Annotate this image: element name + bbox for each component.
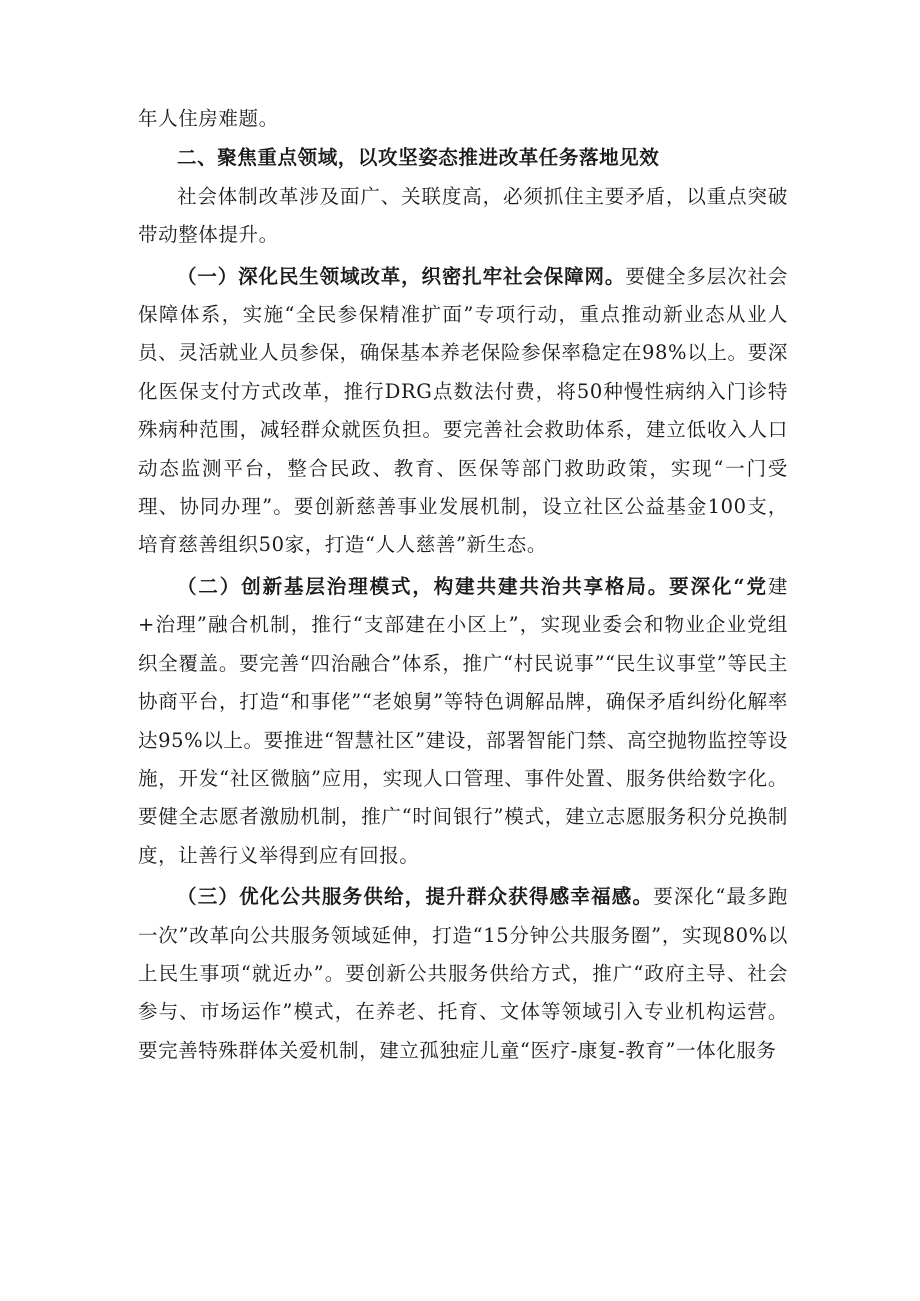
paragraph-intro-tail: 年人住房难题。 — [138, 107, 279, 130]
section-heading: 二、聚焦重点领域，以攻坚姿态推进改革任务落地见效 — [177, 146, 660, 170]
document-page — [138, 100, 788, 1070]
item-1-lead: （一）深化民生领域改革，织密扎牢社会保障网。 — [177, 264, 626, 288]
item-1-body: 要健全多层次社会保障体系，实施“全民参保精准扩面”专项行动，重点推动新业态从业人员、灵活就业人员参保，确保基本养老保险参保率稳定在98%以上。要深化医保支付方式改革，推行DRG点数法付费，将50种慢性病纳入门诊特殊病种范围，减轻群众就医负担。要完善社会救助体系，建立低收入人口动态监测平台，整合民政、教育、医保等部门救助政策，实现“一门受理、协同办理”。要创新慈善事业发展机制，设立社区公益基金100支，培育慈善组织50家，打造“人人慈善”新生态。 — [138, 264, 788, 557]
section-intro-paragraph: 社会体制改革涉及面广、关联度高，必须抓住主要矛盾，以重点突破带动整体提升。 — [138, 184, 788, 247]
item-2-lead: （二）创新基层治理模式，构建共建共治共享格局。要深化“党 — [177, 574, 768, 598]
paragraph-item-2 — [138, 568, 788, 875]
item-3-body: 要深化“最多跑一次”改革向公共服务领域延伸，打造“15分钟公共服务圈”，实现80%以上民生事项“就近办”。要创新公共服务供给方式，推广“政府主导、社会参与、市场运作”模式，在养老、托育、文体等领域引入专业机构运营。要完善特殊群体关爱机制，建立孤独症儿童“医疗-康复-教育”一体化服务 — [138, 885, 788, 1062]
paragraph-item-3 — [138, 878, 788, 1070]
item-2-body: 建+治理”融合机制，推行“支部建在小区上”，实现业委会和物业企业党组织全覆盖。要完善“四治融合”体系，推广“村民说事”“民生议事堂”等民主协商平台，打造“和事佬”“老娘舅”等特色调解品牌，确保矛盾纠纷化解率达95%以上。要推进“智慧社区”建设，部署智能门禁、高空抛物监控等设施，开发“社区微脑”应用，实现人口管理、事件处置、服务供给数字化。要健全志愿者激励机制，推广“时间银行”模式，建立志愿服务积分兑换制度，让善行义举得到应有回报。 — [138, 574, 788, 867]
paragraph-item-1 — [138, 258, 788, 565]
item-3-lead: （三）优化公共服务供给，提升群众获得感幸福感。 — [177, 885, 654, 909]
